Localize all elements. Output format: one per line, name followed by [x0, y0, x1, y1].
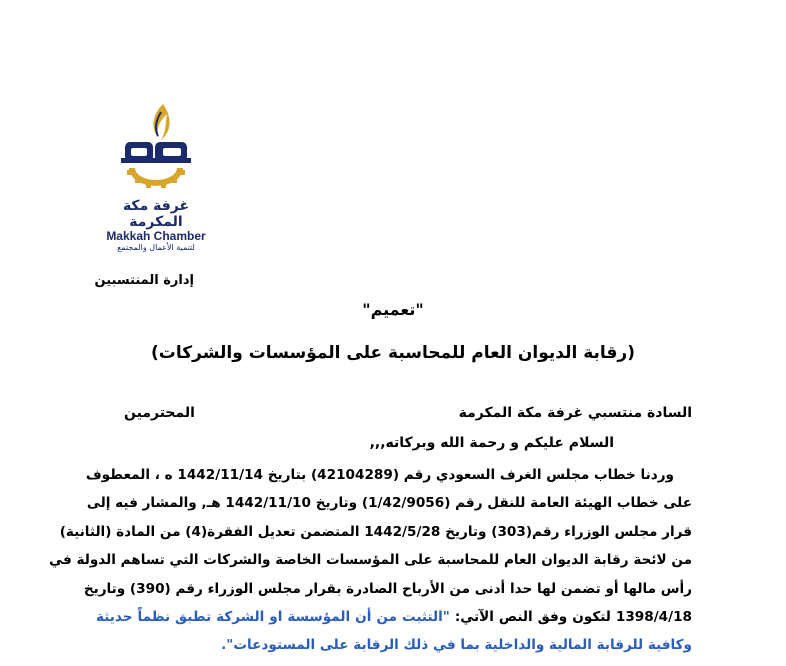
department-label: إدارة المنتسبين	[94, 273, 194, 288]
body-line: على خطاب الهيئة العامة للنقل رقم (1/42/9056) وتاريخ 1442/11/10 هـ, والمشار فيه إلى	[86, 495, 692, 512]
quoted-text: "التثبت من أن المؤسسة او الشركة تطبق نظماً حديثة	[96, 609, 455, 626]
body-line-prefix: 1398/4/18 لتكون وفق النص الآتي:	[454, 609, 692, 626]
body-line: من لائحة رقابة الديوان العام للمحاسبة على المؤسسات الخاصة والشركات التي تساهم الدولة في	[49, 552, 692, 569]
chamber-emblem-icon	[111, 96, 201, 196]
greeting: السلام عليكم و رحمة الله وبركاته,,,	[369, 435, 614, 451]
document-title: "تعميم"	[362, 300, 424, 319]
quoted-text-end: وكافية للرقابة المالية والداخلية بما في ذلك الرقابة على المستودعات".	[221, 637, 692, 654]
document-subject: (رقابة الديوان العام للمحاسبة على المؤسسات والشركات)	[151, 343, 635, 363]
body-line: رأس مالها أو تضمن لها حدا أدنى من الأرباح الصادرة بقرار مجلس الوزراء رقم (390) وتاريخ	[83, 580, 692, 597]
body-line: قرار مجلس الوزراء رقم(303) وتاريخ 1442/5/28 المتضمن تعديل الفقرة(4) من المادة (الثانية)	[59, 523, 692, 540]
logo-english-name: Makkah Chamber	[106, 229, 206, 243]
addressee-to: السادة منتسبي غرفة مكة المكرمة	[458, 405, 692, 421]
logo-arabic-name: غرفة مكة المكرمة	[122, 198, 190, 230]
body-paragraph	[49, 461, 692, 660]
body-line	[96, 603, 692, 631]
body-line: وردنا خطاب مجلس الغرف السعودي رقم (42104289) بتاريخ 1442/11/14 ه ، المعطوف	[85, 467, 674, 483]
body-line	[96, 631, 692, 659]
makkah-chamber-logo	[96, 96, 216, 252]
addressee-respected: المحترمين	[124, 405, 195, 421]
logo-tagline: لتنمية الأعمال والمجتمع	[117, 243, 195, 252]
